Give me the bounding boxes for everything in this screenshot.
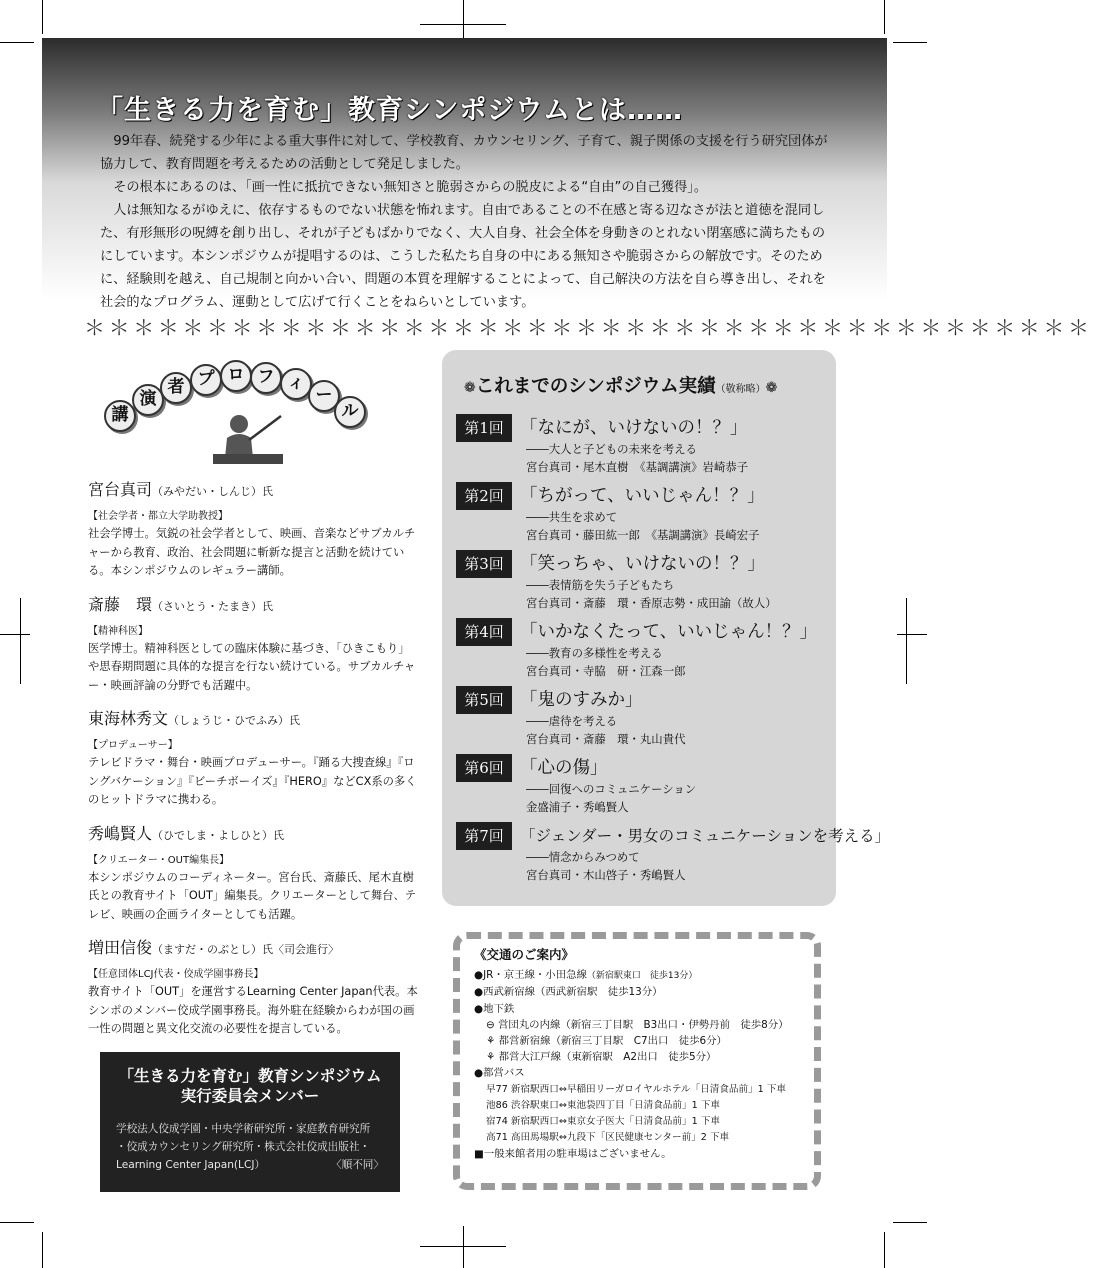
transport-row (474, 1049, 810, 1065)
subway-icon: ⚘ (486, 1051, 499, 1064)
session-badge: 第7回 (456, 822, 512, 850)
speaker-name: 増田信俊 (88, 938, 153, 957)
session-subtitle: ――虐待を考える (526, 714, 618, 728)
transport-title: 《交通のご案内》 (474, 947, 575, 962)
order-note: 〈順不同〉 (331, 1159, 384, 1171)
record-title-text: これまでのシンポジウム実績 (475, 376, 716, 397)
lecturer-icon (209, 410, 289, 470)
intro-paragraph: 人は無知なるがゆえに、依存するものでない状態を怖れます。自由であることの不在感と寄る辺なさが法と道徳を混同した、有形無形の呪縛を創り出し、それが子どもばかりでなく、大人自身、社会全体を身動きのとれない閉塞感に満ちたものにしています。本シンポジウムが提唱するのは、こうした私たち自身の中にある無知さや脆弱さからの解放です。そのために、経験則を越え、自己規制と向かい合い、問題の本質を理解することによって、自己解決の方法を自ら導き出し、それを社会的なプログラム、運動として広げて行くことをねらいとしています。 (100, 203, 826, 310)
heading-disc: プ (190, 364, 222, 396)
record-title (464, 372, 777, 398)
session-title: 「なにが、いけないの！？」 (520, 418, 748, 438)
session-title: 「笑っちゃ、いけないの！？」 (520, 554, 765, 574)
speaker-entry (88, 478, 420, 581)
transport-parking: ■一般来館者用の駐車場はございません。 (474, 1148, 672, 1161)
transport-row (474, 967, 810, 984)
flower-icon: ❁ (765, 380, 778, 396)
committee-title: 「生きる力を育む」教育シンポジウム (118, 1067, 382, 1085)
crop-mark (893, 1222, 927, 1223)
crop-mark (893, 42, 927, 43)
session-badge: 第4回 (456, 618, 512, 646)
session-badge: 第1回 (456, 414, 512, 442)
crop-mark (42, 1232, 43, 1268)
profile-heading (104, 360, 374, 470)
speaker-bio: 教育サイト「OUT」を運営するLearning Center Japan代表。本シンポのメンバー佼成学園事務長。海外駐在経験からわが国の画一性の問題と異文化交流の必要性を提言している。 (88, 985, 418, 1035)
session-speakers: 金盛浦子・秀嶋賢人 (526, 800, 629, 814)
speaker-bio: 本シンポジウムのコーディネーター。宮台氏、斎藤氏、尾木直樹氏との教育サイト「OUT」編集長。クリエーターとして舞台、テレビ、映画の企画ライターとしても活躍。 (88, 870, 417, 921)
crop-mark (42, 0, 43, 34)
session-badge: 第3回 (456, 550, 512, 578)
session-subtitle: ――大人と子どもの未来を考える (526, 442, 697, 456)
session-speakers: 宮台真司・斎藤 環・丸山貴代 (526, 732, 686, 746)
session-speakers: 宮台真司・藤田紘一郎 《基調講演》長崎宏子 (526, 528, 760, 542)
speaker-reading: （みやだい・しんじ） (152, 485, 263, 498)
speaker-name: 秀嶋賢人 (88, 823, 153, 843)
crop-mark (906, 598, 907, 684)
session-subtitle: ――表情筋を失う子どもたち (526, 578, 675, 592)
transport-jr-note: （新宿駅東口 徒歩13分） (586, 971, 698, 982)
committee-member-lcj: Learning Center Japan(LCJ） (116, 1159, 266, 1171)
session-title: 「心の傷」 (520, 758, 608, 778)
session-subtitle: ――回復へのコミュニケーション (526, 782, 697, 796)
session-title: 「ジェンダー・男女のコミュニケーションを考える」 (520, 827, 891, 845)
session-speakers: 宮台真司・斎藤 環・香原志勢・成田諭（故人） (526, 596, 777, 610)
speaker-name-line (88, 478, 420, 504)
transport-box (453, 932, 821, 1190)
crop-mark (463, 1226, 464, 1268)
intro-paragraph: その根本にあるのは、「画一性に抵抗できない無知さと脆弱さからの脱皮による“自由”の自己獲得」。 (113, 180, 708, 195)
bus-route: 宿74 新宿駅西口⇔東京女子医大「日清食品前」1 下車 (486, 1116, 720, 1128)
speaker-entry (88, 936, 420, 1039)
speaker-role: 【クリエーター・OUT編集長】 (88, 854, 230, 866)
heading-disc: ー (308, 380, 340, 412)
speaker-reading: （ひでしま・よしひと） (152, 828, 274, 842)
session-title: 「いかなくたって、いいじゃん！？」 (520, 622, 818, 642)
session-title: 「ちがって、いいじゃん！？」 (520, 486, 765, 506)
session-title: 「鬼のすみか」 (520, 690, 643, 710)
heading-disc: 演 (132, 384, 164, 416)
session-speakers: 宮台真司・寺脇 研・江森一郎 (526, 664, 686, 678)
speaker-reading: （しょうじ・ひでふみ） (168, 714, 290, 727)
transport-row: ●都営バス (474, 1067, 525, 1080)
session-subtitle: ――共生を求めて (526, 510, 618, 524)
speaker-entry (88, 707, 420, 810)
speaker-suffix: 氏 (289, 714, 301, 727)
transport-marunouchi: 営団丸の内線（新宿三丁目駅 B3出口・伊勢丹前 徒歩8分） (498, 1018, 789, 1031)
speaker-name-line (88, 936, 420, 962)
speaker-list (88, 478, 420, 1051)
session-speakers: 宮台真司・尾木直樹 《基調講演》岩崎恭子 (526, 460, 749, 474)
speaker-suffix: 氏 (262, 485, 274, 498)
speaker-entry (88, 593, 420, 696)
heading-disc: フ (250, 362, 282, 394)
crop-mark (0, 634, 30, 635)
speaker-bio: 社会学博士。気鋭の社会学者として、映画、音楽などサブカルチャーから教育、政治、社会問題に斬新な提言と活動を続けている。本シンポジウムのレギュラー講師。 (88, 527, 416, 577)
heading-disc: ィ (280, 368, 312, 400)
session-speakers: 宮台真司・木山啓子・秀嶋賢人 (526, 868, 686, 882)
bus-route: 池86 渋谷駅東口⇔東池袋四丁目「日清食品前」1 下車 (486, 1099, 720, 1111)
speaker-name: 斎藤 環 (88, 594, 153, 614)
transport-jr: ●JR・京王線・小田急線 (474, 969, 587, 982)
speaker-suffix: 氏〈司会進行〉 (262, 943, 340, 956)
session-badge: 第6回 (456, 754, 512, 782)
transport-shinjuku-line: 都営新宿線（新宿三丁目駅 C7出口 徒歩6分） (498, 1035, 727, 1048)
crop-mark (420, 24, 506, 25)
committee-members (116, 1120, 384, 1174)
crop-mark (897, 634, 927, 635)
speaker-role: 【社会学者・都立大学助教授】 (88, 511, 228, 522)
symposium-record-box (442, 350, 891, 906)
page-title: 「生きる力を育む」教育シンポジウムとは…… (96, 95, 684, 126)
transport-row (474, 1017, 810, 1033)
record-note: （敬称略） (715, 384, 766, 395)
subway-icon: ⚘ (486, 1035, 499, 1048)
crop-mark (0, 1222, 34, 1223)
crop-mark (0, 42, 34, 43)
speaker-reading: （さいとう・たまき） (152, 599, 263, 613)
intro-paragraph: 99年春、続発する少年による重大事件に対して、学校教育、カウンセリング、子育て、親子関係の支援を行う研究団体が協力して、教育問題を考えるための活動として発足しました。 (100, 134, 828, 172)
speaker-bio: 医学博士。精神科医としての臨床体験に基づき、「ひきこもり」や思春期問題に具体的な提言を行ない続けている。サブカルチャー・映画評論の分野でも活躍中。 (88, 641, 416, 692)
committee-box (100, 1052, 400, 1192)
subway-icon: ⊖ (486, 1018, 499, 1031)
session-badge: 第5回 (456, 686, 512, 714)
committee-member-line: ・佼成カウンセリング研究所・株式会社佼成出版社・ (116, 1141, 371, 1153)
session-badge: 第2回 (456, 482, 512, 510)
speaker-bio: テレビドラマ・舞台・映画プロデューサー。『踊る大捜査線』『ロングバケーション』『ビーチボーイズ』『HERO』などCX系の多くのヒットドラマに携わる。 (88, 756, 417, 806)
bus-route: 早77 新宿駅西口⇔早稲田リーガロイヤルホテル「日清食品前」1 下車 (486, 1083, 787, 1095)
speaker-role: 【プロデューサー】 (88, 740, 178, 751)
transport-row: ●西武新宿線（西武新宿駅 徒歩13分） (474, 986, 663, 999)
crop-mark (884, 1232, 885, 1268)
speaker-suffix: 氏 (273, 828, 285, 842)
speaker-name-line (88, 593, 420, 619)
star-divider: ＊＊＊＊＊＊＊＊＊＊＊＊＊＊＊＊＊＊＊＊＊＊＊＊＊＊＊＊＊＊＊＊＊＊＊＊＊＊＊＊＊ (84, 316, 1093, 340)
committee-member-line (116, 1156, 384, 1174)
speaker-role: 【任意団体LCJ代表・佼成学園事務長】 (88, 969, 264, 980)
crop-mark (20, 598, 21, 684)
session-subtitle: ――情念からみつめて (526, 850, 640, 864)
session-subtitle: ――教育の多様性を考える (526, 646, 663, 660)
speaker-name-line (88, 822, 420, 848)
flower-icon: ❁ (464, 380, 476, 396)
heading-disc: 者 (160, 372, 192, 404)
heading-disc: ロ (220, 360, 252, 392)
heading-disc: 講 (104, 400, 136, 432)
crop-mark (884, 0, 885, 34)
speaker-entry (88, 822, 420, 925)
transport-row: ●地下鉄 (474, 1002, 515, 1015)
speaker-name-line (88, 707, 420, 733)
intro-text (100, 130, 836, 314)
transport-content (474, 947, 810, 1163)
speaker-reading: （ますだ・のぶとし） (152, 943, 263, 956)
bus-route: 高71 高田馬場駅⇔九段下「区民健康センター前」2 下車 (486, 1132, 730, 1144)
speaker-suffix: 氏 (262, 599, 274, 613)
speaker-name: 宮台真司 (88, 480, 153, 499)
heading-disc: ル (334, 396, 366, 428)
crop-mark (420, 1246, 506, 1247)
speaker-name: 東海林秀文 (88, 709, 169, 728)
speaker-role: 【精神科医】 (88, 625, 148, 637)
transport-oedo: 都営大江戸線（東新宿駅 A2出口 徒歩5分） (498, 1051, 717, 1064)
transport-row (474, 1033, 810, 1049)
committee-title: 実行委員会メンバー (180, 1087, 320, 1105)
committee-member-line: 学校法人佼成学園・中央学術研究所・家庭教育研究所 (116, 1123, 371, 1135)
